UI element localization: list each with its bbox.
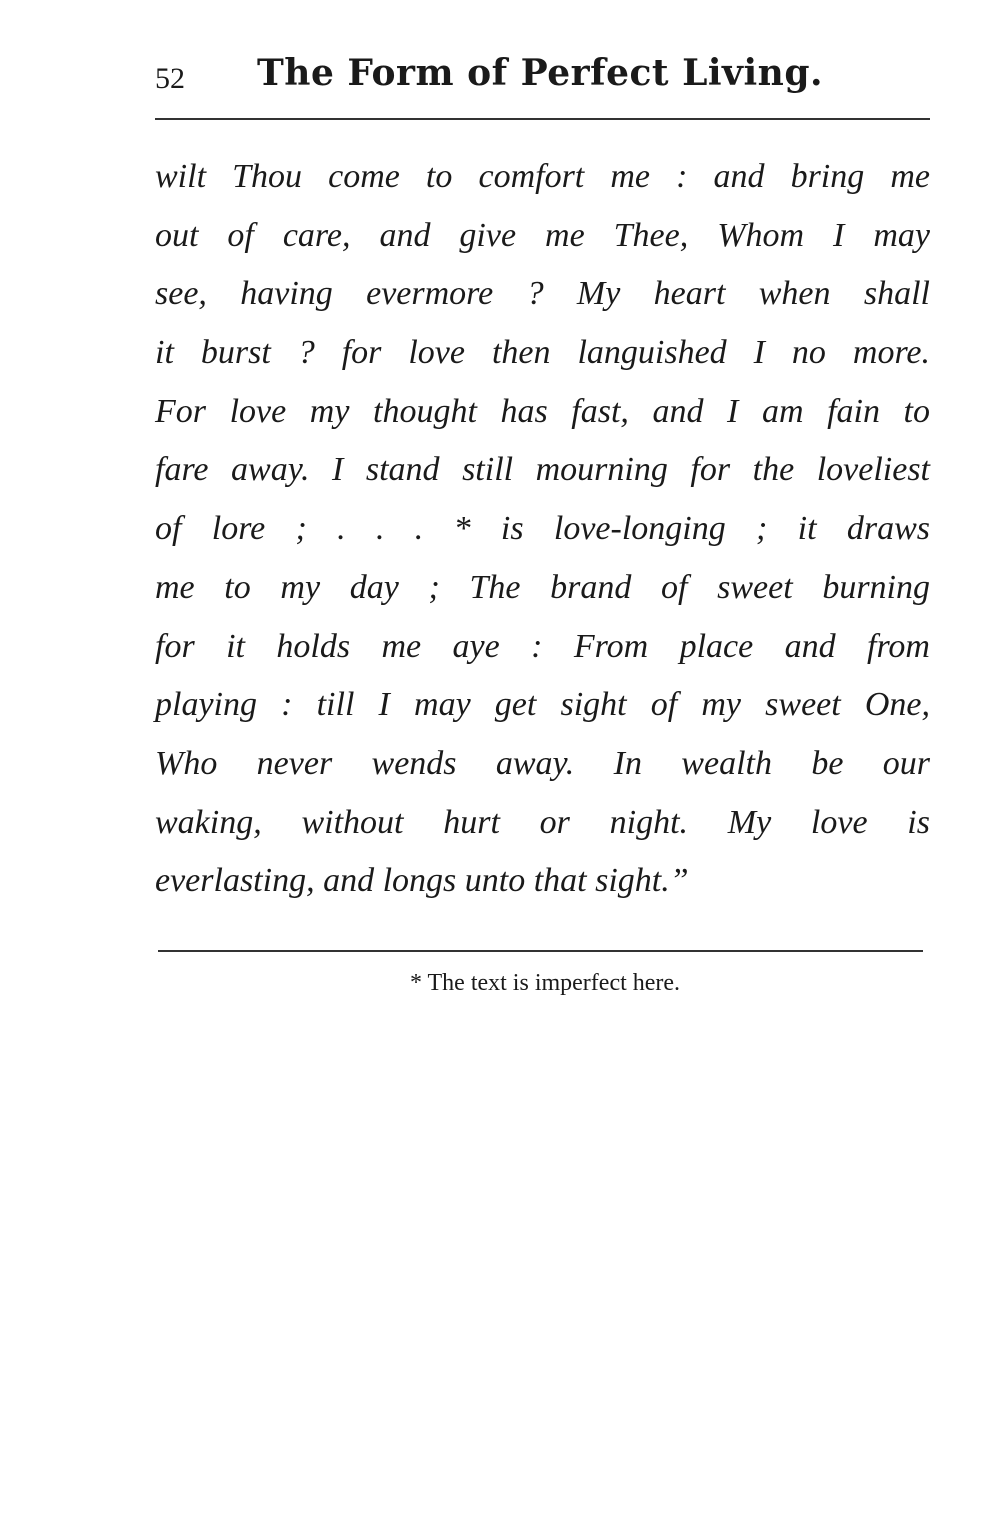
text-line: me to my day ; The brand of sweet burning	[155, 568, 930, 606]
page-number: 52	[155, 62, 185, 95]
page-header	[155, 48, 930, 110]
header-rule	[155, 118, 930, 120]
text-line: For love my thought has fast, and I am fain to	[155, 392, 930, 430]
text-line: out of care, and give me Thee, Whom I may	[155, 216, 930, 254]
body-text	[155, 148, 930, 911]
text-line: fare away. I stand still mourning for the loveliest	[155, 451, 930, 489]
footnote-rule	[158, 950, 923, 952]
text-line: Who never wends away. In wealth be our	[155, 744, 930, 782]
text-line: wilt Thou come to comfort me : and bring me	[155, 158, 930, 195]
text-line: playing : till I may get sight of my sweet One,	[155, 686, 930, 724]
text-line: everlasting, and longs unto that sight.”	[155, 862, 689, 900]
text-line: of lore ; . . . * is love-longing ; it draws	[155, 510, 930, 548]
text-line: waking, without hurt or night. My love is	[155, 803, 930, 841]
text-line: for it holds me aye : From place and from	[155, 627, 930, 665]
footnote: * The text is imperfect here.	[409, 970, 681, 996]
running-title: The Form of Perfect Living.	[257, 52, 824, 94]
text-line: see, having evermore ? My heart when shall	[155, 275, 930, 313]
text-line: it burst ? for love then languished I no more.	[155, 334, 930, 372]
